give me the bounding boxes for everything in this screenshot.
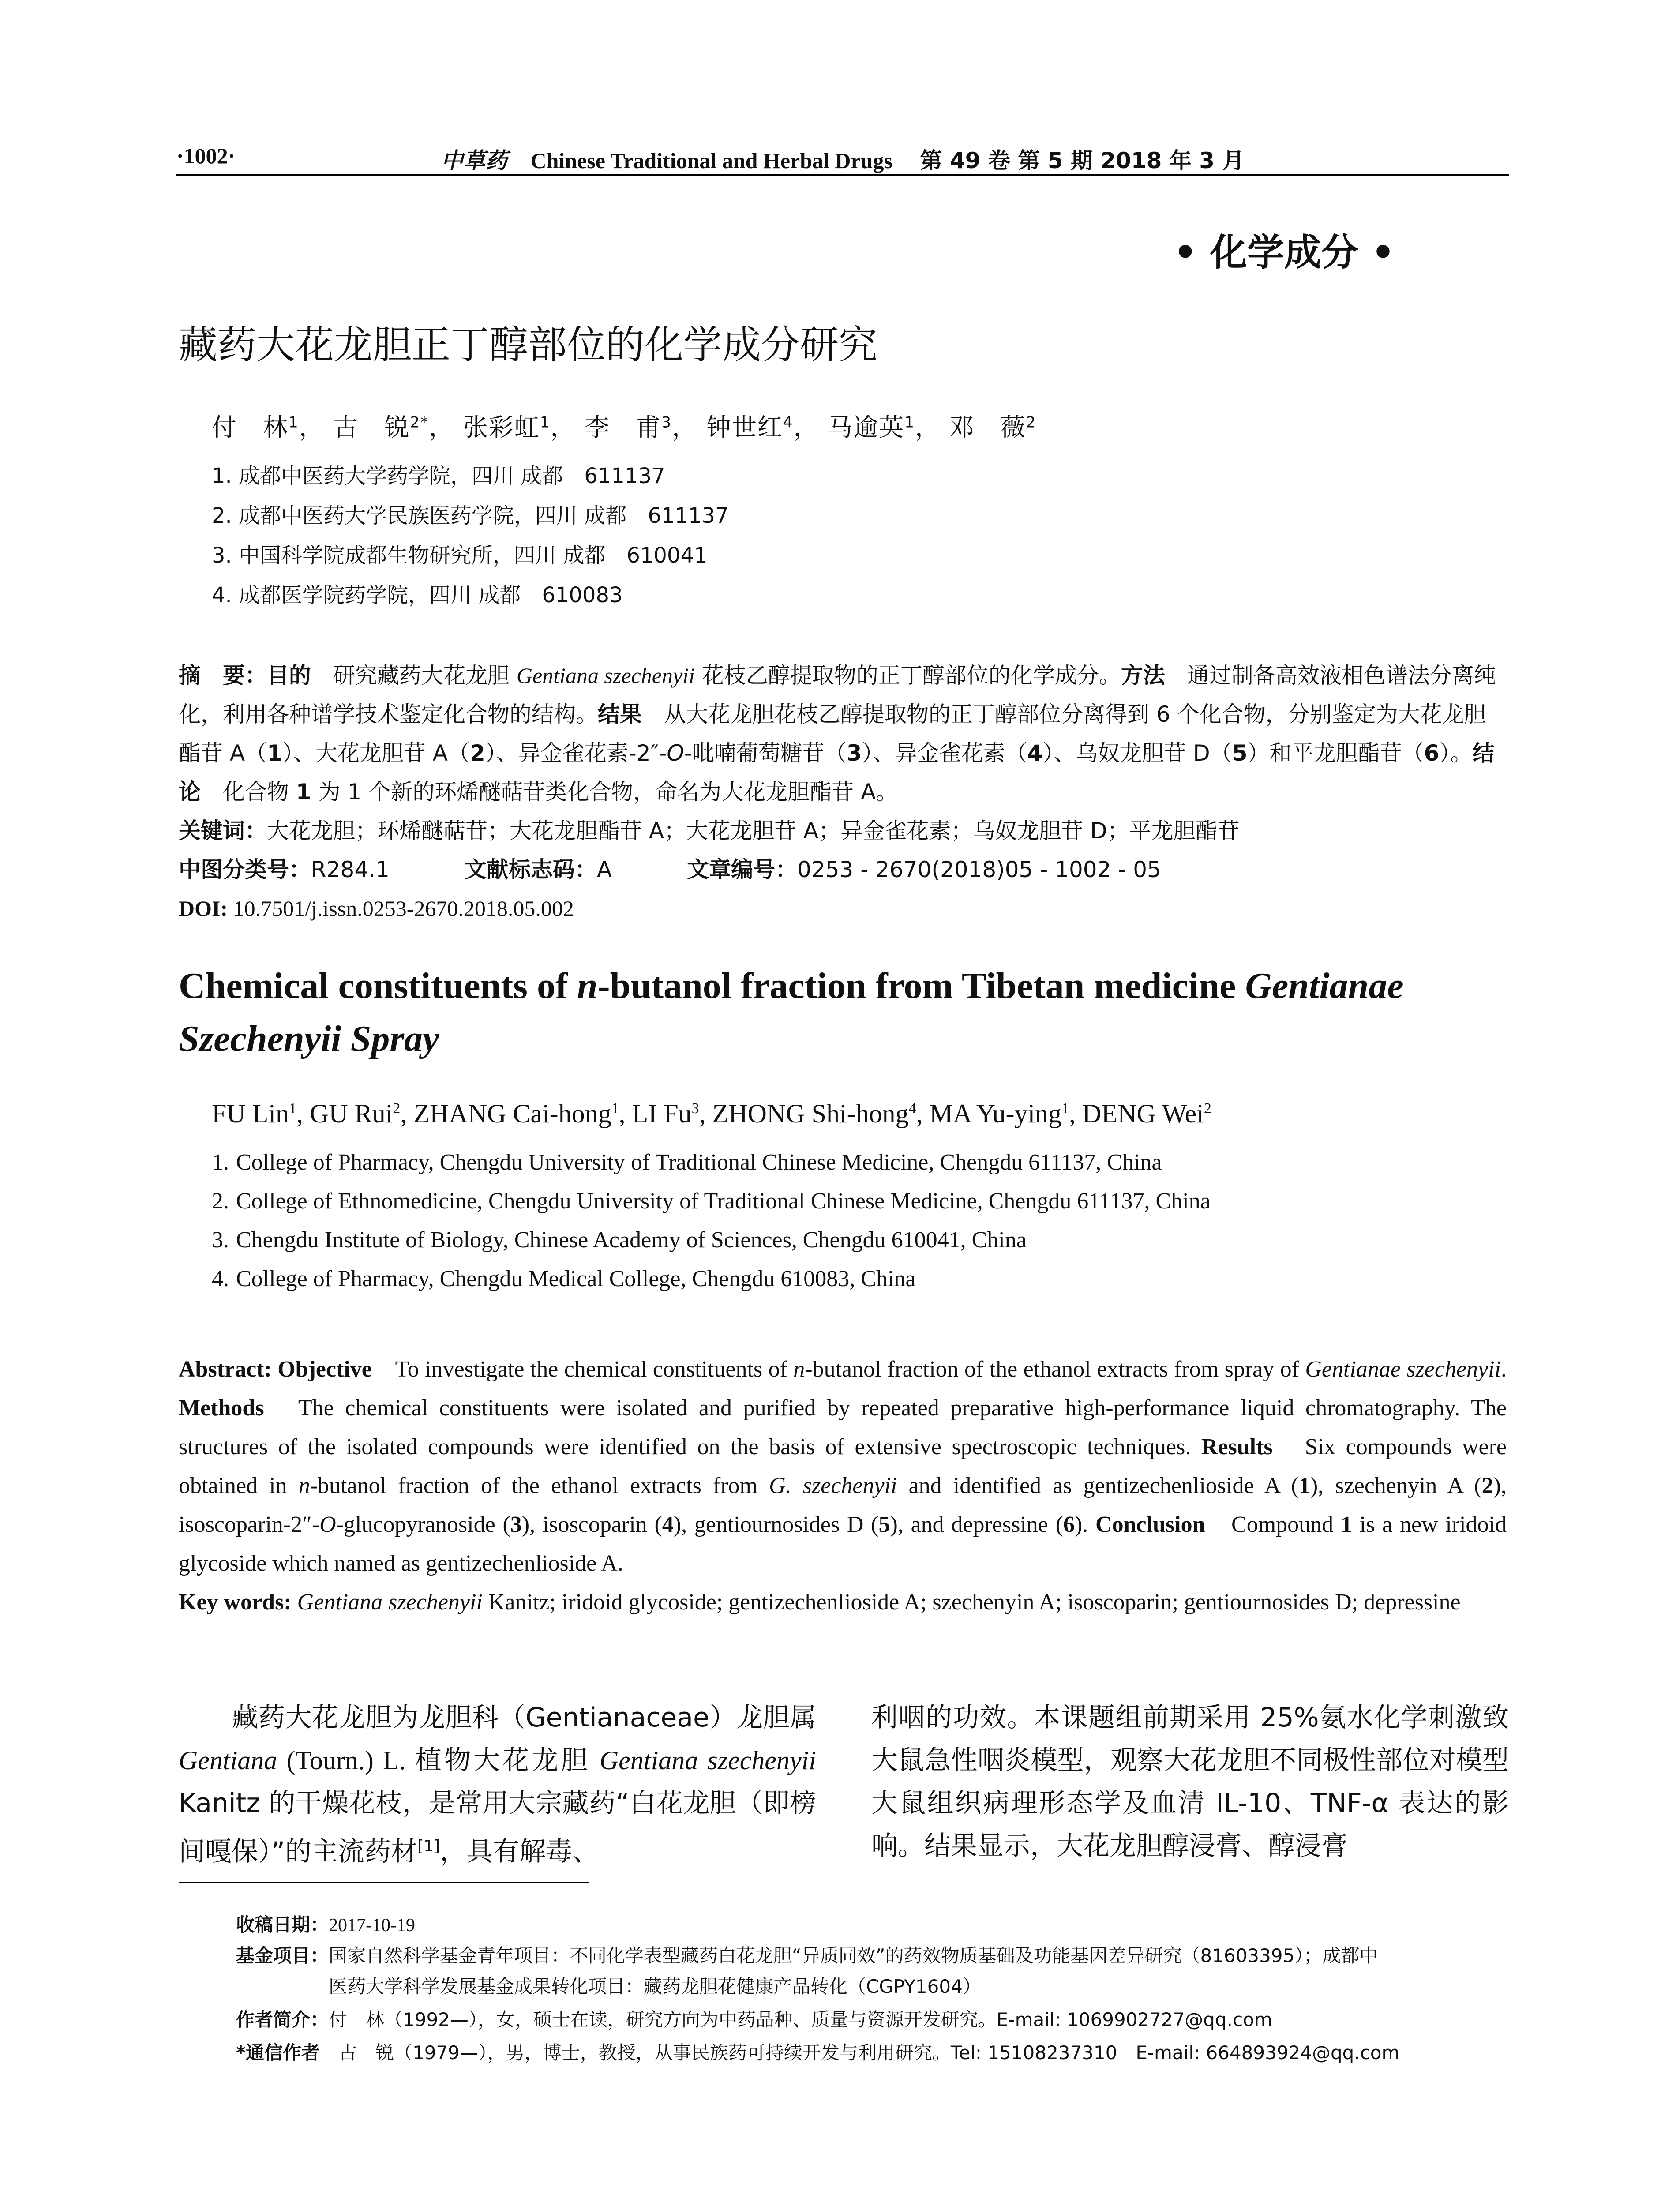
doi-label: DOI:	[179, 896, 228, 921]
english-title	[179, 960, 1507, 1065]
compound-number: 2	[470, 740, 485, 766]
results-text: ).	[1074, 1512, 1096, 1537]
body-text: 利咽的功效。本课题组前期采用 25%氨水化学刺激致大鼠急性咽炎模型，观察大花龙胆不同极性部位对模型大鼠组织病理形态学及血清 IL-10、TNF-α 表达的影响。结果显示，大花龙胆醇浸膏、醇浸膏	[871, 1702, 1509, 1861]
journal-info	[441, 143, 1244, 175]
body-text: ，具有解毒、	[440, 1836, 599, 1867]
results-text: ）、异金雀花素-2″-	[485, 740, 667, 766]
author-affil-mark: 1	[289, 413, 299, 431]
reference-mark[interactable]: [1]	[417, 1837, 440, 1855]
affiliation-en	[212, 1188, 1211, 1214]
body-text: (Tourn.) L. 植物大花龙胆	[277, 1746, 600, 1775]
abstract-cn	[179, 656, 1507, 928]
author-cn: 邓 薇	[949, 413, 1026, 442]
methods-label: 方法	[1121, 663, 1165, 688]
results-text: ), and depressine (	[890, 1512, 1063, 1537]
results-text: ）、大花龙胆苷 A（	[282, 740, 470, 766]
affil-text: College of Pharmacy, Chengdu University of Traditional Chinese Medicine, Chengdu 611137, China	[236, 1150, 1162, 1175]
affiliation-en	[212, 1266, 916, 1292]
chinese-title: 藏药大花龙胆正丁醇部位的化学成分研究	[179, 322, 878, 368]
clc-label: 中图分类号：	[179, 857, 311, 882]
author-cn: 钟世红	[706, 413, 783, 442]
issue-info: 第 49 卷 第 5 期 2018 年 3 月	[920, 148, 1245, 173]
o-italic: O	[319, 1512, 336, 1537]
compound-number: 3	[846, 740, 862, 766]
abstract-label: 摘 要：	[179, 663, 267, 688]
title-italic: n	[577, 965, 598, 1006]
author-en: FU Lin	[212, 1099, 289, 1128]
objective-text: To investigate the chemical constituents of	[371, 1357, 794, 1382]
author-affil-mark: 4	[908, 1100, 916, 1117]
n-italic: n	[793, 1357, 805, 1382]
conclusion-label: 结论	[179, 740, 1495, 805]
footnote-label: 基金项目：	[236, 1945, 329, 1966]
affiliation-cn: 1. 成都中医药大学药学院，四川 成都 611137	[212, 464, 665, 488]
affil-num: 4.	[212, 1266, 229, 1291]
title-italic: Gentianae Szechenyii Spray	[179, 965, 1404, 1059]
affil-text: College of Ethnomedicine, Chengdu University of Traditional Chinese Medicine, Chengdu 611137, China	[236, 1189, 1211, 1214]
results-text: and identified as gentizechenlioside A (	[897, 1473, 1299, 1498]
footnote-value: 2017-10-19	[329, 1915, 415, 1936]
o-italic: O	[667, 740, 684, 766]
affiliation-en	[212, 1227, 1027, 1253]
results-text: ）、异金雀花素（	[862, 740, 1028, 766]
compound-number: 3	[510, 1512, 522, 1537]
author-en: GU Rui	[310, 1099, 393, 1128]
species-name: Gentianae szechenyii	[1305, 1357, 1501, 1382]
author-cn: 付 林	[212, 413, 289, 442]
species-name: G. szechenyii	[769, 1473, 897, 1498]
body-text: Kanitz 的干燥花枝，是常用大宗藏药“白花龙胆（即榜间嘎保）”的主流药材	[179, 1788, 816, 1867]
affil-text: College of Pharmacy, Chengdu Medical College, Chengdu 610083, China	[236, 1266, 916, 1291]
conclusion-text: Compound	[1205, 1512, 1341, 1537]
results-text: ), isoscoparin-2″-	[179, 1473, 1507, 1537]
affiliation-cn: 2. 成都中医药大学民族医药学院，四川 成都 611137	[212, 503, 729, 528]
running-header	[176, 140, 1509, 176]
doi-link[interactable]: 10.7501/j.issn.0253-2670.2018.05.002	[228, 896, 574, 921]
footnote-fund-cont: 医药大学科学发展基金成果转化项目：藏药龙胆花健康产品转化（CGPY1604）	[329, 1976, 981, 1997]
footnote-value: 国家自然科学基金青年项目：不同化学表型藏药白花龙胆“异质同效”的药效物质基础及功能基因差异研究（81603395）；成都中	[329, 1945, 1378, 1966]
author-en: ZHANG Cai-hong	[413, 1099, 611, 1128]
author-affil-mark: 1	[289, 1100, 297, 1117]
author-cn: 马逾英	[828, 413, 905, 442]
species-name: Gentiana szechenyii	[516, 663, 695, 688]
author-affil-mark: 3	[661, 413, 672, 431]
body-text: 藏药大花龙胆为龙胆科（Gentianaceae）龙胆属	[232, 1702, 816, 1733]
objective-text: 研究藏药大花龙胆	[311, 663, 517, 688]
results-text: Six compounds were obtained in	[179, 1434, 1507, 1498]
compound-number: 5	[1232, 740, 1248, 766]
affil-num: 3.	[212, 1227, 229, 1253]
methods-label: Methods	[179, 1396, 264, 1421]
footnote-label: 作者简介：	[236, 2009, 329, 2030]
genus-name: Gentiana	[179, 1746, 278, 1775]
compound-number: 1	[296, 779, 311, 805]
keywords-text: Kanitz; iridoid glycoside; gentizechenlioside A; szechenyin A; isoscoparin; gentiournosides D; depressine	[482, 1590, 1461, 1615]
compound-number: 2	[1481, 1473, 1493, 1498]
compound-number: 6	[1424, 740, 1440, 766]
author-affil-mark: 2	[1204, 1100, 1211, 1117]
section-label: • 化学成分 •	[1174, 231, 1395, 274]
footnote-corresponding	[236, 2038, 1399, 2065]
compound-number: 1	[1340, 1512, 1352, 1537]
footnote-label: 收稿日期：	[236, 1914, 329, 1936]
compound-number: 6	[1063, 1512, 1075, 1537]
results-text: ）、乌奴龙胆苷 D（	[1042, 740, 1232, 766]
objective-label: 目的	[267, 663, 311, 688]
compound-number: 1	[267, 740, 282, 766]
author-affil-mark: 4	[783, 413, 794, 431]
results-text: ）和平龙胆酯苷（	[1247, 740, 1424, 766]
methods-text: 通过制备高效液相色谱法分离纯化，利用各种谱学技术鉴定化合物的结构。	[179, 663, 1496, 727]
conclusion-label: Conclusion	[1095, 1512, 1205, 1537]
n-italic: n	[298, 1473, 310, 1498]
author-en: DENG Wei	[1082, 1099, 1204, 1128]
body-column-right	[871, 1696, 1509, 1868]
affil-num: 2.	[212, 1189, 229, 1214]
article-number-label: 文章编号：	[687, 857, 798, 882]
results-text: -吡喃葡萄糖苷（	[684, 740, 847, 766]
author-cn: 李 甫	[585, 413, 662, 442]
authors-cn: 付 林$^1$， 古 锐$^{2*}$， 张彩虹$^1$， 李 甫$^3$， 钟世红$^4$， 马逾英$^1$， 邓 薇$^2$	[212, 413, 1037, 442]
clc-value: R284.1	[311, 857, 390, 882]
affiliation-cn: 4. 成都医学院药学院，四川 成都 610083	[212, 583, 623, 608]
author-affil-mark: 1	[904, 413, 915, 431]
keywords-label: Key words:	[179, 1590, 292, 1615]
objective-text: 花枝乙醇提取物的正丁醇部位的化学成分。	[694, 663, 1121, 688]
author-affil-mark: 1	[540, 413, 551, 431]
species-name: Gentiana szechenyii	[599, 1746, 816, 1775]
results-text: 从大花龙胆花枝乙醇提取物的正丁醇部位分离得到 6 个化合物，分别鉴定为大花龙胆酯苷 A（	[179, 702, 1486, 766]
affiliation-cn: 3. 中国科学院成都生物研究所，四川 成都 610041	[212, 543, 708, 568]
results-text: -butanol fraction of the ethanol extracts from	[310, 1473, 769, 1498]
page-number: ·1002·	[176, 143, 236, 168]
footnote-label: *通信作者	[236, 2042, 320, 2063]
author-en: LI Fu	[632, 1099, 692, 1128]
compound-number: 5	[878, 1512, 890, 1537]
compound-number: 1	[1298, 1473, 1310, 1498]
author-affil-mark: 1	[611, 1100, 619, 1117]
author-affil-mark: 2*	[410, 413, 429, 431]
title-text: -butanol fraction from Tibetan medicine	[597, 965, 1245, 1006]
species-name: Gentiana szechenyii	[291, 1590, 483, 1615]
author-affil-mark: 1	[1061, 1100, 1069, 1117]
author-cn: 古 锐	[333, 413, 410, 442]
author-affil-mark: 2	[393, 1100, 401, 1117]
footnote-received	[236, 1910, 415, 1937]
body-column-left	[179, 1696, 816, 1873]
affil-text: Chengdu Institute of Biology, Chinese Academy of Sciences, Chengdu 610041, China	[236, 1227, 1027, 1253]
results-text: ), isoscoparin (	[521, 1512, 662, 1537]
results-label: 结果	[598, 702, 642, 727]
affil-num: 1.	[212, 1150, 229, 1175]
keywords-label: 关键词：	[179, 818, 267, 844]
author-en: ZHONG Shi-hong	[712, 1099, 909, 1128]
doc-code-label: 文献标志码：	[464, 857, 597, 882]
article-number-value: 0253 - 2670(2018)05 - 1002 - 05	[797, 857, 1161, 882]
methods-text: The chemical constituents were isolated and purified by repeated preparative high-performance liquid chromatography. The structures of the isolated compounds were identified on the basis of extensive spectroscopic techniques.	[179, 1396, 1507, 1459]
conclusion-text: 为 1 个新的环烯醚萜苷类化合物，命名为大花龙胆酯苷 A。	[311, 779, 898, 805]
journal-name-cn: 中草药	[441, 147, 507, 173]
results-text: ), gentiournosides D (	[673, 1512, 879, 1537]
compound-number: 4	[1027, 740, 1043, 766]
footnote-author	[236, 2005, 1272, 2032]
header-rule	[176, 174, 1509, 176]
results-text: ), szechenyin A (	[1310, 1473, 1482, 1498]
results-label: Results	[1201, 1434, 1273, 1459]
results-text: -glucopyranoside (	[336, 1512, 510, 1537]
doc-code-value: A	[596, 857, 612, 882]
footnote-rule	[179, 1882, 589, 1883]
author-affil-mark: 3	[691, 1100, 699, 1117]
compound-number: 4	[662, 1512, 674, 1537]
abstract-en	[179, 1350, 1507, 1622]
keywords-text: 大花龙胆；环烯醚萜苷；大花龙胆酯苷 A；大花龙胆苷 A；异金雀花素；乌奴龙胆苷 D；平龙胆酯苷	[267, 818, 1240, 844]
abstract-label: Abstract: Objective	[179, 1357, 372, 1382]
footnote-value: 付 林（1992—），女，硕士在读，研究方向为中药品种、质量与资源开发研究。E-mail: 1069902727@qq.com	[329, 2009, 1272, 2030]
author-affil-mark: 2	[1026, 413, 1037, 431]
footnote-fund	[236, 1941, 1378, 1968]
affiliation-en	[212, 1149, 1162, 1175]
journal-name-en: Chinese Traditional and Herbal Drugs	[530, 148, 892, 173]
author-cn: 张彩虹	[463, 413, 540, 442]
title-text: Chemical constituents of	[179, 965, 577, 1006]
results-text: ）。	[1439, 740, 1473, 766]
conclusion-text: 化合物	[201, 779, 296, 805]
authors-en: FU Lin$^1$, GU Rui$^2$, ZHANG Cai-hong$^1$, LI Fu$^3$, ZHONG Shi-hong$^4$, MA Yu-ying$^1$, DENG Wei$^2$	[212, 1099, 1211, 1128]
author-en: MA Yu-ying	[929, 1099, 1062, 1128]
objective-text: .	[1501, 1357, 1507, 1382]
conclusion-text: is a new iridoid glycoside which named as gentizechenlioside A.	[179, 1512, 1507, 1576]
objective-text: -butanol fraction of the ethanol extracts from spray of	[805, 1357, 1305, 1382]
footnote-value: 古 锐（1979—），男，博士，教授，从事民族药可持续开发与利用研究。Tel: 15108237310 E-mail: 664893924@qq.com	[319, 2042, 1400, 2063]
